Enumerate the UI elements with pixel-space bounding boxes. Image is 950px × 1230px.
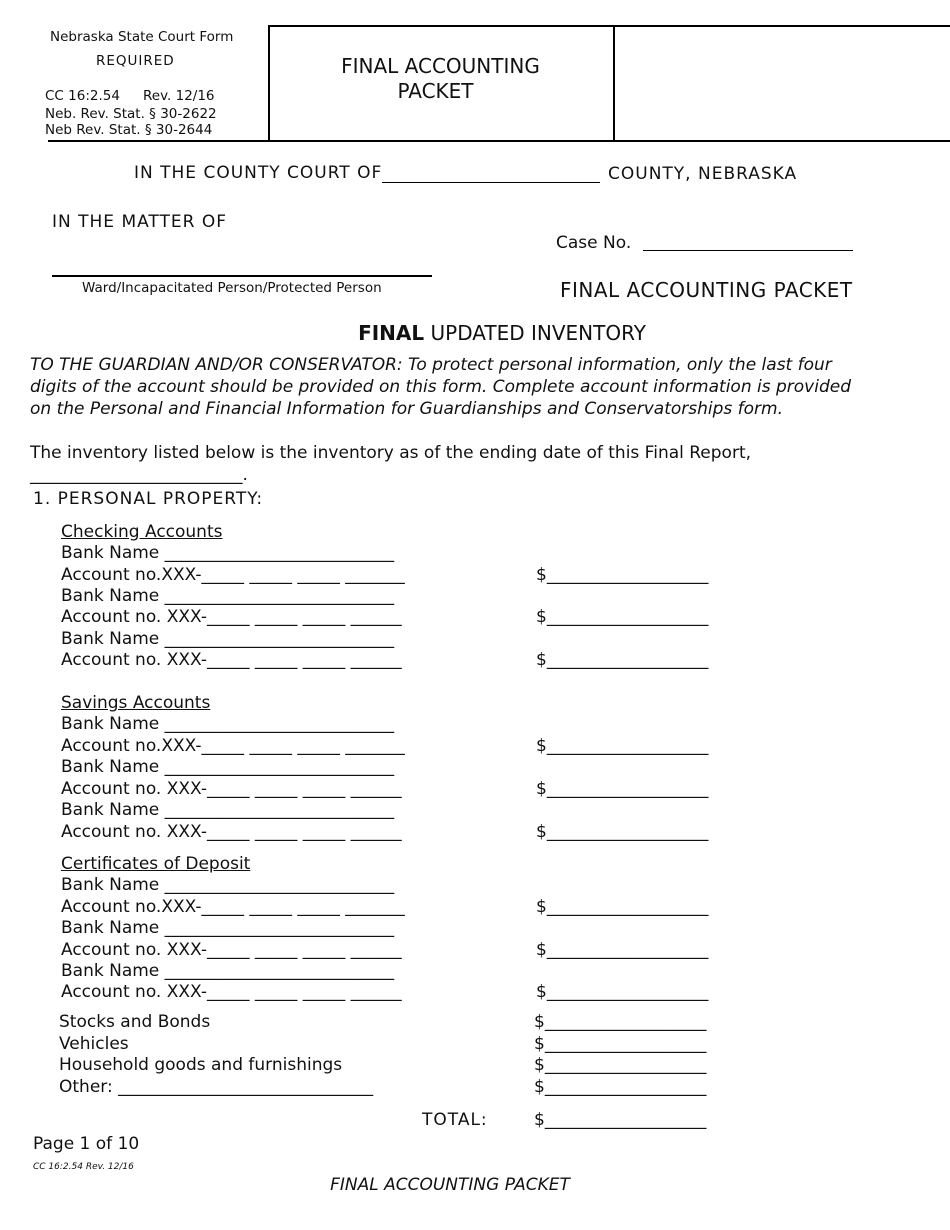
group-title-savings: Savings Accounts bbox=[61, 693, 211, 713]
form-number: CC 16:2.54 bbox=[45, 88, 120, 104]
amount-field[interactable]: $___________________ bbox=[536, 822, 709, 842]
form-label: Nebraska State Court Form bbox=[50, 29, 234, 45]
required-label: REQUIRED bbox=[96, 53, 175, 69]
list-item: Household goods and furnishings bbox=[59, 1055, 343, 1075]
list-item[interactable]: Bank Name ___________________________ bbox=[61, 875, 395, 895]
county-name-field[interactable] bbox=[382, 182, 600, 183]
section-title bbox=[0, 321, 950, 345]
header-top-rule bbox=[268, 25, 950, 27]
amount-field[interactable]: $___________________ bbox=[536, 565, 709, 585]
group-title-cd: Certificates of Deposit bbox=[61, 854, 251, 874]
list-item[interactable]: Account no. XXX-_____ _____ _____ ______ bbox=[61, 940, 402, 960]
amount-field[interactable]: $___________________ bbox=[536, 779, 709, 799]
list-item[interactable]: Bank Name ___________________________ bbox=[61, 586, 395, 606]
list-item[interactable]: Account no. XXX-_____ _____ _____ ______ bbox=[61, 982, 402, 1002]
instructions-line-2: digits of the account should be provided on this form. Complete account information is provided bbox=[30, 377, 851, 397]
matter-label: IN THE MATTER OF bbox=[52, 212, 228, 232]
footer-packet-title: FINAL ACCOUNTING PACKET bbox=[330, 1175, 570, 1195]
header-bottom-rule bbox=[48, 140, 950, 142]
group-title-checking: Checking Accounts bbox=[61, 522, 223, 542]
statute-1: Neb. Rev. Stat. § 30-2622 bbox=[45, 106, 217, 122]
statute-2: Neb Rev. Stat. § 30-2644 bbox=[45, 122, 213, 138]
list-item: Stocks and Bonds bbox=[59, 1012, 211, 1032]
list-item[interactable]: Bank Name ___________________________ bbox=[61, 629, 395, 649]
amount-field[interactable]: $___________________ bbox=[536, 607, 709, 627]
section-title-bold: FINAL bbox=[358, 321, 425, 345]
list-item[interactable]: Bank Name ___________________________ bbox=[61, 961, 395, 981]
total-label: TOTAL: bbox=[422, 1110, 488, 1130]
case-no-field[interactable] bbox=[643, 250, 853, 251]
list-item[interactable]: Account no.XXX-_____ _____ _____ _______ bbox=[61, 897, 405, 917]
revision: Rev. 12/16 bbox=[143, 88, 215, 104]
section-title-rest: UPDATED INVENTORY bbox=[424, 321, 646, 345]
instructions-line-1: TO THE GUARDIAN AND/OR CONSERVATOR: To protect personal information, only the last four bbox=[30, 355, 832, 375]
court-suffix: COUNTY, NEBRASKA bbox=[608, 164, 798, 184]
list-item[interactable]: Bank Name ___________________________ bbox=[61, 714, 395, 734]
court-prefix: IN THE COUNTY COURT OF bbox=[134, 163, 383, 183]
amount-field[interactable]: $___________________ bbox=[536, 650, 709, 670]
ward-name-field[interactable] bbox=[52, 275, 432, 277]
total-amount-field[interactable]: $___________________ bbox=[534, 1110, 707, 1130]
list-item[interactable]: Account no. XXX-_____ _____ _____ ______ bbox=[61, 650, 402, 670]
list-item[interactable]: Bank Name ___________________________ bbox=[61, 757, 395, 777]
amount-field[interactable]: $___________________ bbox=[536, 897, 709, 917]
list-item[interactable]: Account no.XXX-_____ _____ _____ _______ bbox=[61, 736, 405, 756]
list-item[interactable]: Account no.XXX-_____ _____ _____ _______ bbox=[61, 565, 405, 585]
inventory-date-field[interactable]: _________________________. bbox=[30, 465, 248, 485]
packet-title: FINAL ACCOUNTING PACKET bbox=[560, 278, 853, 302]
header-divider-right bbox=[613, 25, 615, 141]
amount-field[interactable]: $___________________ bbox=[534, 1012, 707, 1032]
amount-field[interactable]: $___________________ bbox=[536, 940, 709, 960]
amount-field[interactable]: $___________________ bbox=[536, 982, 709, 1002]
list-item[interactable]: Bank Name ___________________________ bbox=[61, 543, 395, 563]
header-title-line1: FINAL ACCOUNTING bbox=[341, 54, 540, 78]
header-title-line2: PACKET bbox=[397, 79, 474, 103]
amount-field[interactable]: $___________________ bbox=[534, 1055, 707, 1075]
list-item[interactable]: Bank Name ___________________________ bbox=[61, 800, 395, 820]
personal-property-heading: 1. PERSONAL PROPERTY: bbox=[33, 489, 264, 509]
list-item[interactable]: Bank Name ___________________________ bbox=[61, 918, 395, 938]
inventory-statement-1: The inventory listed below is the inventory as of the ending date of this Final Report, bbox=[30, 443, 752, 463]
amount-field[interactable]: $___________________ bbox=[536, 736, 709, 756]
list-item: Vehicles bbox=[59, 1034, 129, 1054]
ward-caption: Ward/Incapacitated Person/Protected Person bbox=[82, 280, 382, 296]
list-item[interactable]: Other: ______________________________ bbox=[59, 1077, 374, 1097]
list-item[interactable]: Account no. XXX-_____ _____ _____ ______ bbox=[61, 822, 402, 842]
case-no-label: Case No. bbox=[556, 233, 632, 253]
list-item[interactable]: Account no. XXX-_____ _____ _____ ______ bbox=[61, 607, 402, 627]
amount-field[interactable]: $___________________ bbox=[534, 1077, 707, 1097]
footer-form-ref: CC 16:2.54 Rev. 12/16 bbox=[33, 1162, 134, 1172]
page-number: Page 1 of 10 bbox=[33, 1134, 140, 1154]
amount-field[interactable]: $___________________ bbox=[534, 1034, 707, 1054]
instructions-line-3: on the Personal and Financial Information for Guardianships and Conservatorships form. bbox=[30, 399, 783, 419]
list-item[interactable]: Account no. XXX-_____ _____ _____ ______ bbox=[61, 779, 402, 799]
